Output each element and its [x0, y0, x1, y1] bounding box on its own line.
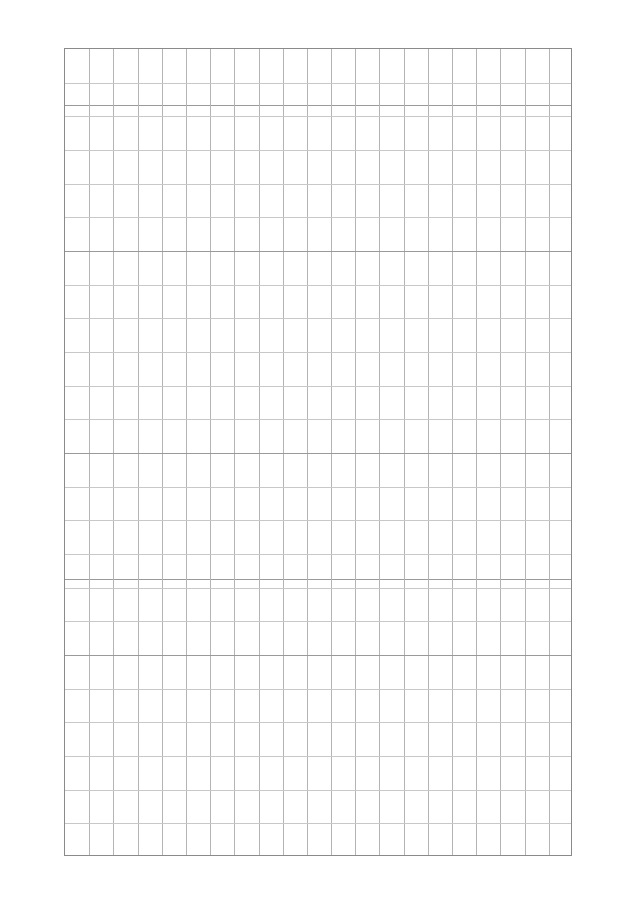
column-divider [379, 49, 380, 855]
row-divider [65, 621, 571, 622]
row-divider [65, 823, 571, 824]
column-divider [283, 49, 284, 855]
row-divider [65, 756, 571, 757]
column-divider [355, 49, 356, 855]
column-divider [500, 49, 501, 855]
column-divider [234, 49, 235, 855]
row-divider [65, 554, 571, 555]
column-divider [525, 49, 526, 855]
column-divider [162, 49, 163, 855]
row-divider [65, 722, 571, 723]
row-divider [65, 655, 571, 656]
row-divider [65, 689, 571, 690]
column-divider [404, 49, 405, 855]
data-table [64, 48, 572, 856]
row-divider [65, 285, 571, 286]
row-divider [65, 217, 571, 218]
row-divider [65, 83, 571, 84]
column-divider [186, 49, 187, 855]
row-divider [65, 520, 571, 521]
row-divider [65, 588, 571, 589]
row-divider [65, 487, 571, 488]
column-divider [476, 49, 477, 855]
column-divider [113, 49, 114, 855]
row-divider [65, 352, 571, 353]
row-name-band [65, 579, 571, 810]
row-divider [65, 318, 571, 319]
row-divider [65, 251, 571, 252]
row-divider [65, 184, 571, 185]
column-divider [331, 49, 332, 855]
column-divider [428, 49, 429, 855]
table-header-band [65, 49, 571, 106]
column-divider [89, 49, 90, 855]
column-divider [210, 49, 211, 855]
column-divider [307, 49, 308, 855]
column-divider [549, 49, 550, 855]
column-divider [138, 49, 139, 855]
row-divider [65, 790, 571, 791]
row-divider [65, 116, 571, 117]
row-divider [65, 419, 571, 420]
row-divider [65, 453, 571, 454]
row-divider [65, 150, 571, 151]
column-divider [452, 49, 453, 855]
column-divider [259, 49, 260, 855]
row-divider [65, 386, 571, 387]
